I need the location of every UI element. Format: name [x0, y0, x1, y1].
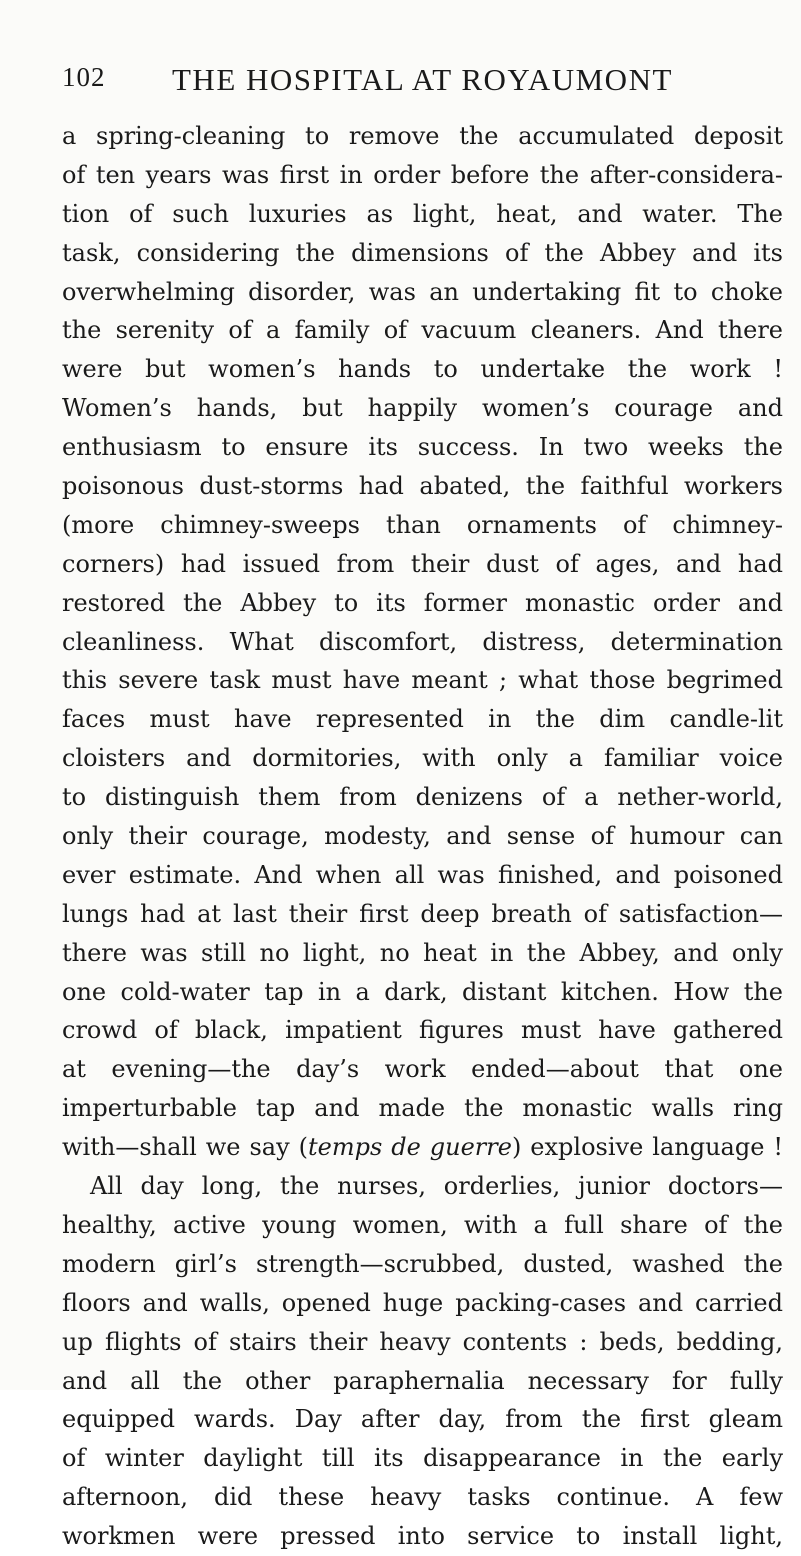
text-fragment: ) explosive language ! [511, 1133, 784, 1162]
text-line: crowd of black, impatient figures must have gathered [62, 1016, 783, 1045]
text-line: healthy, active young women, with a full share of the [62, 1210, 783, 1239]
text-line: and all the other paraphernalia necessary for fully [62, 1366, 783, 1395]
running-title: THE HOSPITAL AT ROYAUMONT [172, 62, 673, 97]
text-line [62, 1128, 783, 1167]
text-line: a spring-cleaning to remove the accumulated deposit [62, 122, 783, 150]
text-line: of ten years was first in order before the after-considera- [62, 160, 783, 189]
text-line: modern girl’s strength—scrubbed, dusted, washed the [62, 1249, 783, 1278]
text-line: equipped wards. Day after day, from the first gleam [62, 1405, 783, 1434]
text-line: restored the Abbey to its former monastic order and [62, 588, 783, 617]
text-line: enthusiasm to ensure its success. In two weeks the [62, 433, 783, 462]
text-line: cloisters and dormitories, with only a familiar voice [62, 744, 783, 773]
text-line: afternoon, did these heavy tasks continue. A few [62, 1483, 783, 1512]
italic-phrase: temps de guerre [307, 1133, 512, 1162]
text-line: overwhelming disorder, was an undertaking fit to choke [62, 277, 783, 306]
text-line: the serenity of a family of vacuum cleaners. And there [62, 316, 783, 345]
text-line: (more chimney-sweeps than ornaments of chimney- [62, 510, 783, 539]
text-line: lungs had at last their first deep breath of satisfaction— [62, 899, 783, 928]
page-number: 102 [62, 62, 106, 92]
text-line: at evening—the day’s work ended—about that one [62, 1055, 783, 1084]
text-line: to distinguish them from denizens of a nether-world, [62, 783, 783, 812]
text-line: task, considering the dimensions of the Abbey and its [62, 238, 783, 267]
text-line: corners) had issued from their dust of ages, and had [62, 549, 783, 578]
text-line: ever estimate. And when all was finished, and poisoned [62, 860, 783, 889]
text-line: tion of such luxuries as light, heat, and water. The [62, 199, 783, 228]
text-line: imperturbable tap and made the monastic walls ring [62, 1094, 783, 1123]
text-fragment: with—shall we say ( [62, 1133, 308, 1162]
text-line: of winter daylight till its disappearance in the early [62, 1444, 783, 1473]
text-line: there was still no light, no heat in the Abbey, and only [62, 938, 783, 967]
running-head [62, 62, 761, 98]
text-line-paragraph-start: All day long, the nurses, orderlies, junior doctors— [90, 1172, 783, 1201]
text-line: up flights of stairs their heavy contents : beds, bedding, [62, 1327, 783, 1356]
text-line: only their courage, modesty, and sense of humour can [62, 822, 783, 851]
text-line: were but women’s hands to undertake the work ! [62, 355, 783, 384]
body-text [62, 117, 783, 1556]
text-line: one cold-water tap in a dark, distant kitchen. How the [62, 977, 783, 1006]
text-line: workmen were pressed into service to install light, [62, 1522, 783, 1551]
text-line: floors and walls, opened huge packing-cases and carried [62, 1288, 783, 1317]
text-line: cleanliness. What discomfort, distress, determination [62, 627, 783, 656]
text-line: poisonous dust-storms had abated, the faithful workers [62, 472, 783, 501]
text-line: Women’s hands, but happily women’s courage and [62, 394, 783, 423]
text-line: faces must have represented in the dim candle-lit [62, 705, 783, 734]
text-line: this severe task must have meant ; what those begrimed [62, 666, 783, 695]
